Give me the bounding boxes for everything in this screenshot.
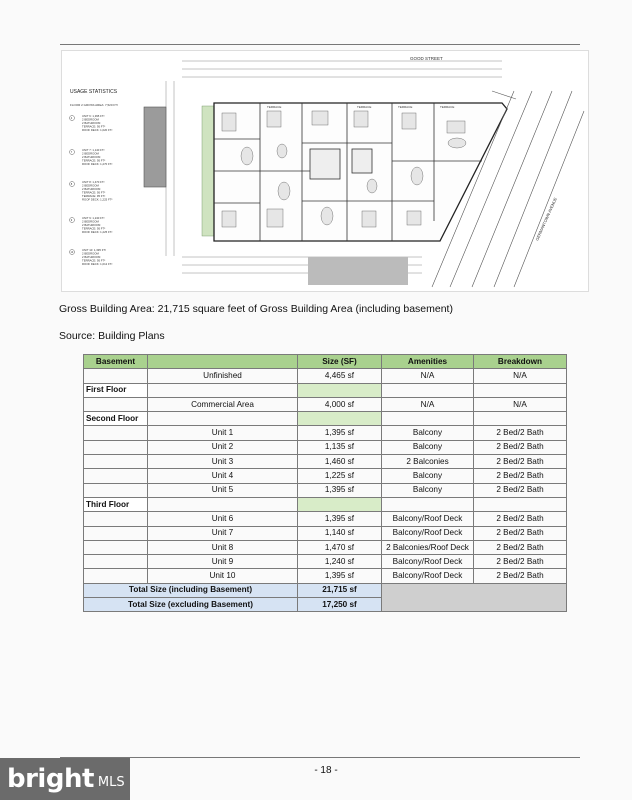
total-blank-cell: [382, 583, 567, 612]
row-breakdown: 2 Bed/2 Bath: [474, 440, 567, 454]
total-row-including-basement: [84, 583, 567, 597]
source-text: Source: Building Plans: [59, 330, 165, 342]
terrace-label: TERRACE: [357, 105, 372, 109]
unit-stat-line: 2 BEDROOM: [82, 219, 99, 224]
row-breakdown: 2 Bed/2 Bath: [474, 483, 567, 497]
unit-stat-line: TERRACE: 95 FT²: [82, 258, 106, 263]
street-label: GOOD STREET: [410, 56, 443, 61]
row-name: Unit 8: [148, 540, 298, 554]
table-cell: [148, 383, 298, 397]
row-breakdown: 2 Bed/2 Bath: [474, 426, 567, 440]
table-row: [84, 540, 567, 554]
unit-stat-line: TERRACE: 95 FT²: [82, 158, 106, 163]
row-amenities: N/A: [382, 397, 474, 411]
unit-stat-line: UNIT 7: 1,140 FT²: [82, 148, 105, 152]
table-row: [84, 440, 567, 454]
unit-stat-num: 4: [70, 117, 73, 120]
table-row: [84, 397, 567, 411]
row-amenities: N/A: [382, 369, 474, 383]
unit-stats: [70, 114, 113, 266]
gross-building-area-text: Gross Building Area: 21,715 square feet of Gross Building Area (including basement): [59, 303, 453, 315]
unit-stat-num: 9: [70, 219, 73, 222]
row-amenities: 2 Balconies: [382, 455, 474, 469]
unit-stat-line: UNIT 8: 1,470 FT²: [82, 180, 105, 184]
row-name: Unit 5: [148, 483, 298, 497]
row-size: 1,395 sf: [298, 569, 382, 583]
row-size: 1,395 sf: [298, 426, 382, 440]
page-number: - 18 -: [314, 765, 338, 776]
row-breakdown: 2 Bed/2 Bath: [474, 455, 567, 469]
unit-stat-num: 8: [70, 183, 73, 186]
watermark-word: bright: [7, 764, 94, 794]
section-label: Second Floor: [84, 412, 148, 426]
table-row: [84, 455, 567, 469]
row-name: Unit 2: [148, 440, 298, 454]
table-header-row: [84, 355, 567, 369]
table-cell: [84, 440, 148, 454]
terrace-label: TERRACE: [398, 105, 413, 109]
row-name: Unit 10: [148, 569, 298, 583]
total-label: Total Size (including Basement): [84, 583, 298, 597]
row-size: 1,460 sf: [298, 455, 382, 469]
row-breakdown: 2 Bed/2 Bath: [474, 469, 567, 483]
unit-stat-line: 2 BEDROOM: [82, 183, 99, 188]
unit-stat-line: ROOF DECK: 1,270 FT²: [82, 162, 113, 166]
table-cell: [298, 412, 382, 426]
bright-mls-watermark: [0, 758, 130, 800]
table-cell: [298, 383, 382, 397]
table-cell: [84, 455, 148, 469]
table-cell: [84, 469, 148, 483]
table-cell: [382, 383, 474, 397]
unit-stat-line: 2 BEDROOM: [82, 151, 99, 156]
table-row: [84, 483, 567, 497]
table-cell: [382, 497, 474, 511]
row-name: Unit 6: [148, 512, 298, 526]
unit-stat-line: 2 BATHROOM: [82, 223, 101, 227]
total-size: 17,250 sf: [298, 598, 382, 612]
table-cell: [84, 397, 148, 411]
section-label: First Floor: [84, 383, 148, 397]
row-amenities: Balcony/Roof Deck: [382, 555, 474, 569]
row-amenities: Balcony: [382, 426, 474, 440]
unit-stat-line: TERRACE: 95 FT²: [82, 194, 106, 198]
unit-size-table: [83, 354, 567, 612]
total-label: Total Size (excluding Basement): [84, 598, 298, 612]
row-size: 1,135 sf: [298, 440, 382, 454]
table-row: [84, 512, 567, 526]
row-name: Unit 3: [148, 455, 298, 469]
unit-stat-line: UNIT 9: 1,240 FT²: [82, 216, 105, 220]
row-name: Unit 7: [148, 526, 298, 540]
row-amenities: Balcony: [382, 483, 474, 497]
unit-stat-line: ROOF DECK: 1,225 FT²: [82, 230, 113, 234]
table-cell: [84, 369, 148, 383]
unit-stat-num: 10: [70, 251, 74, 254]
unit-stat-line: 2 BEDROOM: [82, 251, 99, 256]
row-breakdown: 2 Bed/2 Bath: [474, 526, 567, 540]
row-name: Unit 1: [148, 426, 298, 440]
table-cell: [474, 412, 567, 426]
row-breakdown: 2 Bed/2 Bath: [474, 555, 567, 569]
total-size: 21,715 sf: [298, 583, 382, 597]
header-breakdown: Breakdown: [474, 355, 567, 369]
row-breakdown: 2 Bed/2 Bath: [474, 540, 567, 554]
neighbor-building: [144, 107, 166, 187]
unit-stat-line: TERRACE: 95 FT²: [82, 124, 106, 129]
table-row: [84, 555, 567, 569]
table-cell: [474, 497, 567, 511]
terrace-label: TERRACE: [267, 105, 282, 109]
row-amenities: Balcony: [382, 440, 474, 454]
table-cell: [84, 483, 148, 497]
table-cell: [84, 540, 148, 554]
watermark-suffix: MLS: [97, 774, 125, 790]
terrace-label: TERRACE: [440, 105, 455, 109]
row-size: 1,140 sf: [298, 526, 382, 540]
row-size: 4,465 sf: [298, 369, 382, 383]
unit-stat-line: 2 BATHROOM: [82, 187, 101, 191]
table-cell: [84, 512, 148, 526]
setback-band: [202, 106, 214, 236]
table-cell: [298, 497, 382, 511]
row-size: 4,000 sf: [298, 397, 382, 411]
row-size: 1,395 sf: [298, 512, 382, 526]
unit-stat-line: 2 BATHROOM: [82, 255, 101, 259]
section-row-second-floor: [84, 412, 567, 426]
table-cell: [148, 497, 298, 511]
row-size: 1,470 sf: [298, 540, 382, 554]
row-name: Unit 4: [148, 469, 298, 483]
unit-stat-line: ROOF DECK: 1,020 FT²: [82, 128, 113, 132]
header-size: Size (SF): [298, 355, 382, 369]
row-name: Unit 9: [148, 555, 298, 569]
unit-stat-line: TERRACE: 95 FT²: [82, 226, 106, 231]
header-basement: Basement: [84, 355, 148, 369]
row-amenities: Balcony/Roof Deck: [382, 526, 474, 540]
table-row: [84, 469, 567, 483]
unit-stat-line: UNIT 10: 1,395 FT²: [82, 248, 107, 252]
unit-stat-line: TERRACE: 95 FT²: [82, 190, 106, 195]
unit-stat-line: 2 BEDROOM: [82, 117, 99, 122]
table-cell: [84, 526, 148, 540]
usage-title: USAGE STATISTICS: [70, 89, 118, 95]
top-divider: [60, 44, 580, 45]
unit-stat-line: UNIT 6: 1,395 FT²: [82, 114, 105, 118]
header-name: [148, 355, 298, 369]
row-size: 1,395 sf: [298, 483, 382, 497]
section-label: Third Floor: [84, 497, 148, 511]
unit-stat-line: ROOF DECK: 1,225 FT²: [82, 197, 113, 202]
row-breakdown: 2 Bed/2 Bath: [474, 569, 567, 583]
table-row: [84, 369, 567, 383]
unit-stat-line: ROOF DECK: 1,012 FT²: [82, 262, 113, 266]
row-size: 1,240 sf: [298, 555, 382, 569]
row-amenities: 2 Balconies/Roof Deck: [382, 540, 474, 554]
avenue-label: GERMANTOWN AVENUE: [534, 196, 558, 242]
row-breakdown: N/A: [474, 397, 567, 411]
table-row: [84, 426, 567, 440]
row-breakdown: N/A: [474, 369, 567, 383]
table-cell: [84, 569, 148, 583]
unit-stat-num: 7: [70, 151, 73, 154]
table-row: [84, 526, 567, 540]
sidewalk-area: [308, 257, 408, 285]
floor-plan-image: [61, 50, 589, 292]
unit-stat-line: 2 BATHROOM: [82, 121, 101, 125]
floor-plan-drawing: [62, 51, 588, 291]
row-name: Commercial Area: [148, 397, 298, 411]
header-amenities: Amenities: [382, 355, 474, 369]
row-breakdown: 2 Bed/2 Bath: [474, 512, 567, 526]
table-cell: [382, 412, 474, 426]
row-amenities: Balcony/Roof Deck: [382, 512, 474, 526]
table-cell: [84, 426, 148, 440]
section-row-first-floor: [84, 383, 567, 397]
row-name: Unfinished: [148, 369, 298, 383]
section-row-third-floor: [84, 497, 567, 511]
table-row: [84, 569, 567, 583]
unit-stat-line: 2 BATHROOM: [82, 155, 101, 159]
row-size: 1,225 sf: [298, 469, 382, 483]
row-amenities: Balcony: [382, 469, 474, 483]
row-amenities: Balcony/Roof Deck: [382, 569, 474, 583]
table-cell: [84, 555, 148, 569]
table-cell: [474, 383, 567, 397]
floor-area: FLOOR 2 GROSS AREA: 7,520 FT²: [70, 103, 119, 107]
table-cell: [148, 412, 298, 426]
bottom-divider: [60, 757, 580, 758]
